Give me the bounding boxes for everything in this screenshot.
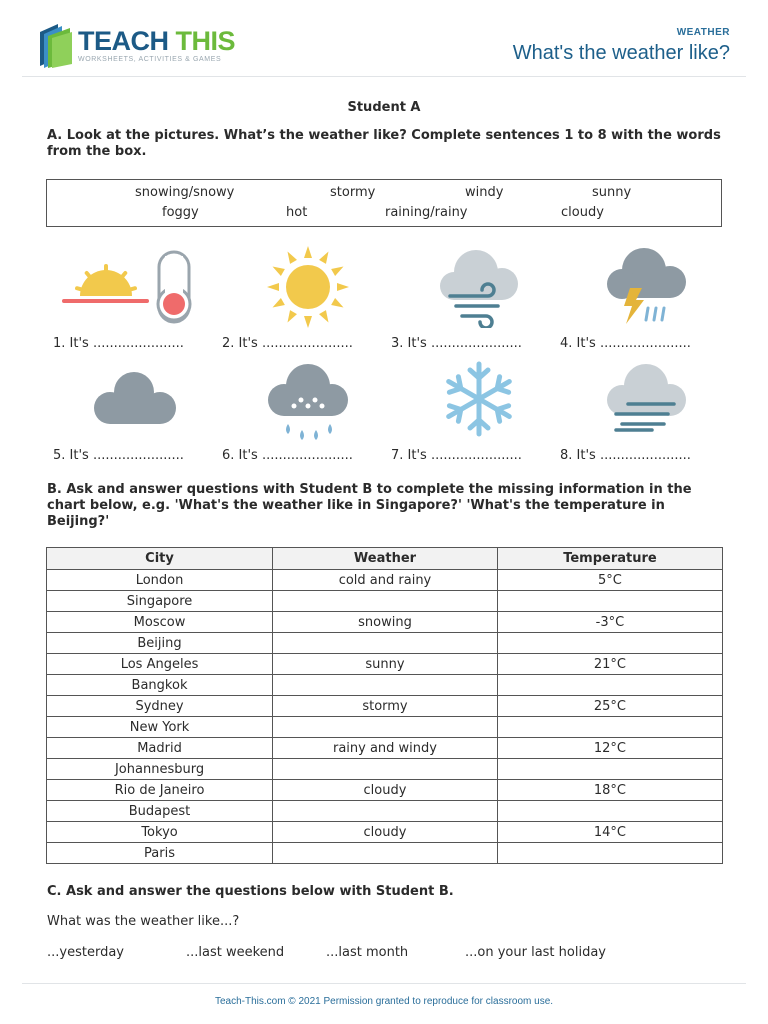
student-label: Student A <box>347 100 421 115</box>
cell-weather[interactable] <box>273 591 498 612</box>
table-row <box>47 717 723 738</box>
prompt-item: ...last weekend <box>186 945 285 960</box>
table-row <box>47 801 723 822</box>
cell-temperature[interactable] <box>497 717 722 738</box>
table-row <box>47 675 723 696</box>
cell-city: Moscow <box>47 612 273 633</box>
page-header <box>0 0 768 78</box>
cell-weather[interactable] <box>273 801 498 822</box>
hot-thermometer-icon <box>58 246 203 328</box>
sentence-8: 8. It's ...................... <box>560 448 691 463</box>
column-header-temperature: Temperature <box>497 548 722 570</box>
cell-weather: sunny <box>273 654 498 675</box>
section-c-question: What was the weather like...? <box>47 914 240 929</box>
cell-weather: stormy <box>273 696 498 717</box>
table-row <box>47 696 723 717</box>
cell-city: Tokyo <box>47 822 273 843</box>
teach-this-logo[interactable] <box>36 22 236 68</box>
logo-wordmark <box>78 26 235 57</box>
cell-city: Johannesburg <box>47 759 273 780</box>
fog-cloud-icon <box>602 360 690 434</box>
cell-city: Budapest <box>47 801 273 822</box>
cell-city: Bangkok <box>47 675 273 696</box>
logo-this-text: THIS <box>175 26 236 56</box>
cell-weather[interactable] <box>273 633 498 654</box>
section-b-instruction: B. Ask and answer questions with Student B to complete the missing information in the chart below, e.g. 'What's the weather like in Singapore?' 'What's the temperature in Beijing?' <box>47 482 692 529</box>
word-box-item: snowing/snowy <box>135 185 235 200</box>
sun-icon <box>264 246 352 328</box>
word-box-item: raining/rainy <box>385 205 468 220</box>
cell-temperature[interactable] <box>497 759 722 780</box>
cell-temperature[interactable] <box>497 801 722 822</box>
word-box-item: cloudy <box>561 205 604 220</box>
sentence-2: 2. It's ...................... <box>222 336 353 351</box>
cell-city: Rio de Janeiro <box>47 780 273 801</box>
table-row <box>47 570 723 591</box>
section-a-instruction: A. Look at the pictures. What’s the weather like? Complete sentences 1 to 8 with the words from the box. <box>47 128 721 159</box>
cell-weather: rainy and windy <box>273 738 498 759</box>
cell-temperature[interactable] <box>497 843 722 864</box>
rain-cloud-icon <box>264 360 352 444</box>
cloud-icon <box>92 368 178 430</box>
cell-temperature: -3°C <box>497 612 722 633</box>
sentence-3: 3. It's ...................... <box>391 336 522 351</box>
worksheet-title: What's the weather like? <box>512 42 730 64</box>
cell-temperature: 14°C <box>497 822 722 843</box>
book-logo-icon <box>36 22 76 68</box>
cell-city: Paris <box>47 843 273 864</box>
footer-copyright[interactable]: Teach-This.com © 2021 Permission granted to reproduce for classroom use. <box>214 996 554 1007</box>
windy-cloud-icon <box>436 244 522 328</box>
header-divider <box>22 76 746 77</box>
cell-temperature[interactable] <box>497 675 722 696</box>
footer-divider <box>22 983 746 984</box>
category-label: WEATHER <box>676 27 730 38</box>
cell-weather[interactable] <box>273 759 498 780</box>
cell-temperature: 25°C <box>497 696 722 717</box>
column-header-weather: Weather <box>273 548 498 570</box>
cell-weather: snowing <box>273 612 498 633</box>
word-box-item: hot <box>286 205 308 220</box>
prompt-item: ...on your last holiday <box>465 945 606 960</box>
section-c-instruction: C. Ask and answer the questions below with Student B. <box>47 884 454 899</box>
prompt-item: ...last month <box>326 945 409 960</box>
table-row <box>47 654 723 675</box>
snowflake-icon <box>440 360 518 438</box>
storm-cloud-icon <box>604 244 690 328</box>
cell-weather: cloudy <box>273 822 498 843</box>
cell-temperature[interactable] <box>497 591 722 612</box>
table-row <box>47 612 723 633</box>
prompt-item: ...yesterday <box>47 945 124 960</box>
table-row <box>47 633 723 654</box>
word-box-item: sunny <box>592 185 632 200</box>
table-row <box>47 843 723 864</box>
cell-temperature: 18°C <box>497 780 722 801</box>
cell-temperature[interactable] <box>497 633 722 654</box>
cell-city: Beijing <box>47 633 273 654</box>
word-box <box>46 179 722 227</box>
cell-weather[interactable] <box>273 717 498 738</box>
cell-city: Singapore <box>47 591 273 612</box>
cell-weather: cloudy <box>273 780 498 801</box>
sentence-5: 5. It's ...................... <box>53 448 184 463</box>
table-row <box>47 822 723 843</box>
word-box-item: foggy <box>162 205 199 220</box>
cell-temperature: 21°C <box>497 654 722 675</box>
cell-weather[interactable] <box>273 843 498 864</box>
cell-city: New York <box>47 717 273 738</box>
table-row <box>47 591 723 612</box>
cell-city: Los Angeles <box>47 654 273 675</box>
cell-city: Sydney <box>47 696 273 717</box>
column-header-city: City <box>47 548 273 570</box>
table-body <box>47 570 723 864</box>
cell-city: London <box>47 570 273 591</box>
table-row <box>47 759 723 780</box>
sentence-7: 7. It's ...................... <box>391 448 522 463</box>
word-box-item: windy <box>465 185 504 200</box>
sentence-1: 1. It's ...................... <box>53 336 184 351</box>
cell-weather: cold and rainy <box>273 570 498 591</box>
table-header-row <box>47 548 723 570</box>
cell-weather[interactable] <box>273 675 498 696</box>
table-row <box>47 738 723 759</box>
cell-temperature: 12°C <box>497 738 722 759</box>
sentence-6: 6. It's ...................... <box>222 448 353 463</box>
table-row <box>47 780 723 801</box>
word-box-item: stormy <box>330 185 376 200</box>
sentence-4: 4. It's ...................... <box>560 336 691 351</box>
logo-tagline: WORKSHEETS, ACTIVITIES & GAMES <box>78 56 222 63</box>
logo-teach-text: TEACH <box>78 26 169 56</box>
cell-temperature: 5°C <box>497 570 722 591</box>
cell-city: Madrid <box>47 738 273 759</box>
weather-chart-table <box>46 547 723 864</box>
